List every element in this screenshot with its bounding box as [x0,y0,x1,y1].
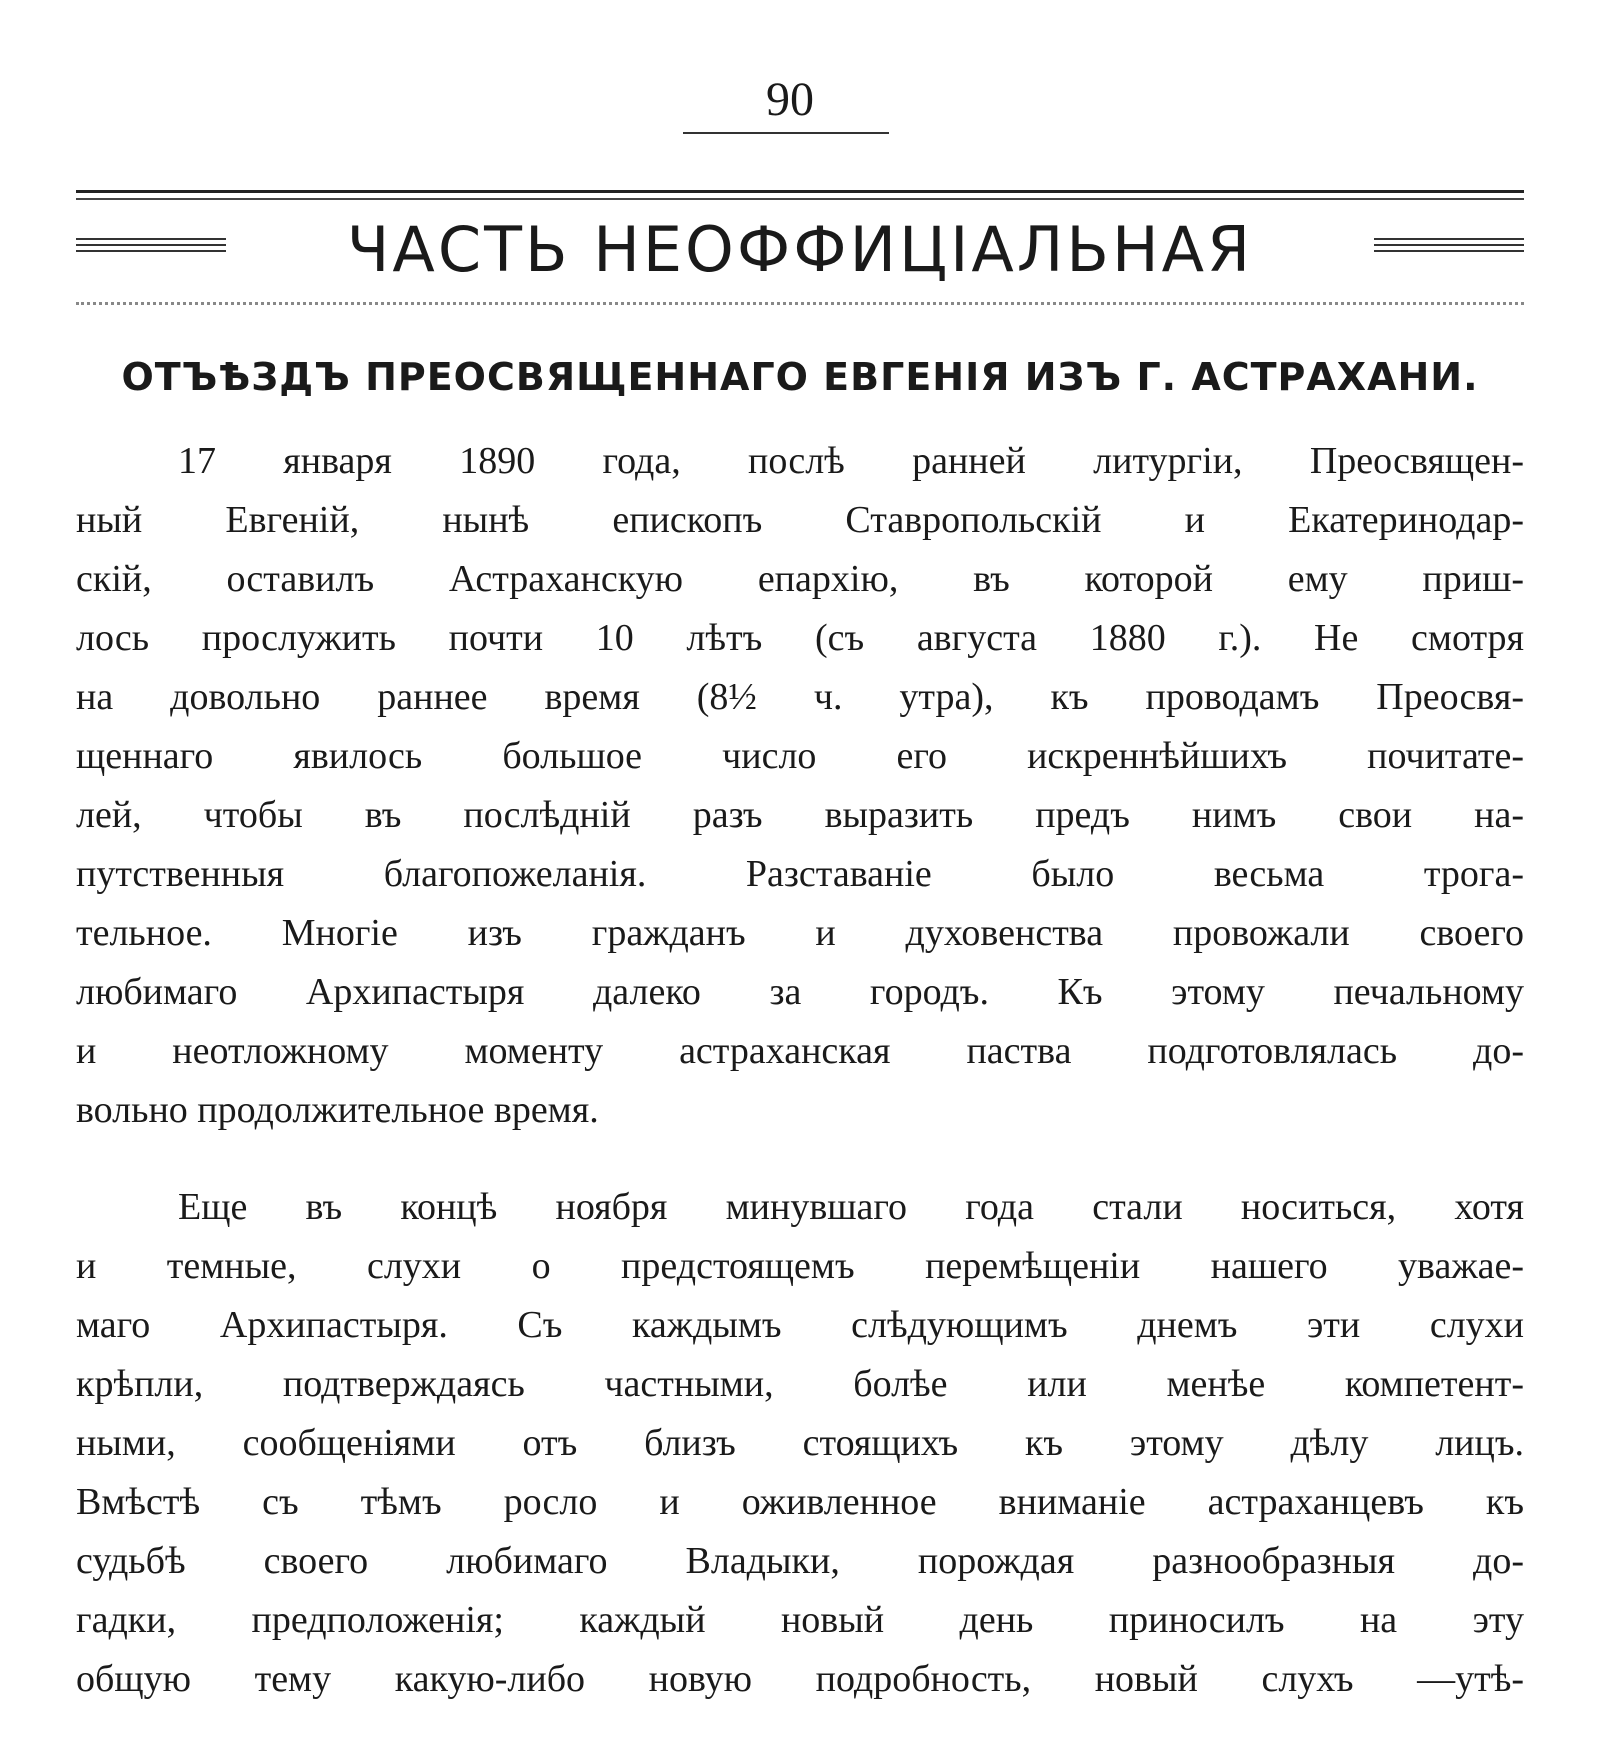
text-line: ными, сообщеніями отъ близъ стоящихъ къ этому дѣлу лицъ. [76,1422,1524,1464]
text-line: и неотложному моменту астраханская паства подготовлялась до- [76,1030,1524,1072]
decorative-lines-left [76,238,226,258]
text-line: вольно продолжительное время. [76,1089,599,1131]
text-line: крѣпли, подтверждаясь частными, болѣе или менѣе компетент- [76,1363,1524,1405]
text-line: маго Архипастыря. Съ каждымъ слѣдующимъ днемъ эти слухи [76,1304,1524,1346]
text-line: общую тему какую-либо новую подробность, новый слухъ —утѣ- [76,1658,1524,1700]
text-line: Еще въ концѣ ноября минувшаго года стали носиться, хотя [178,1186,1524,1228]
article-title: ОТЪѢЗДЪ ПРЕОСВЯЩЕННАГО ЕВГЕНІЯ ИЗЪ Г. АСТРАХАНИ. [121,355,1479,399]
header-rule-thin [76,198,1524,200]
text-line: лей, чтобы въ послѣдній разъ выразить предъ нимъ свои на- [76,794,1524,836]
text-line: гадки, предположенія; каждый новый день приносилъ на эту [76,1599,1524,1641]
section-title-row [76,208,1524,292]
text-line: щеннаго явилось большое число его искреннѣйшихъ почитате- [76,735,1524,777]
text-line: любимаго Архипастыря далеко за городъ. Къ этому печальному [76,971,1524,1013]
text-line: ный Евгеній, нынѣ епископъ Ставропольскій и Екатеринодар- [76,499,1524,541]
text-line: на довольно раннее время (8½ ч. утра), къ проводамъ Преосвя- [76,676,1524,718]
text-line: путственныя благопожеланія. Разставаніе было весьма трога- [76,853,1524,895]
dotted-divider [76,302,1524,305]
decorative-lines-right [1374,238,1524,258]
header-rule-thick [76,190,1524,193]
text-line: скій, оставилъ Астраханскую епархію, въ которой ему приш- [76,558,1524,600]
page-number-underline [683,132,889,134]
text-line: судьбѣ своего любимаго Владыки, порождая разнообразныя до- [76,1540,1524,1582]
page-number: 90 [766,73,814,126]
text-line: лось прослужить почти 10 лѣтъ (съ августа 1880 г.). Не смотря [76,617,1524,659]
section-title: ЧАСТЬ НЕОФФИЦІАЛЬНАЯ [346,213,1254,286]
text-line: и темные, слухи о предстоящемъ перемѣщеніи нашего уважае- [76,1245,1524,1287]
paragraph-2 [76,1178,1524,1709]
text-line: 17 января 1890 года, послѣ ранней литургіи, Преосвящен- [178,440,1524,482]
paragraph-1 [76,432,1524,1140]
text-line: Вмѣстѣ съ тѣмъ росло и оживленное вниманіе астраханцевъ къ [76,1481,1524,1523]
text-line: тельное. Многіе изъ гражданъ и духовенства провожали своего [76,912,1524,954]
